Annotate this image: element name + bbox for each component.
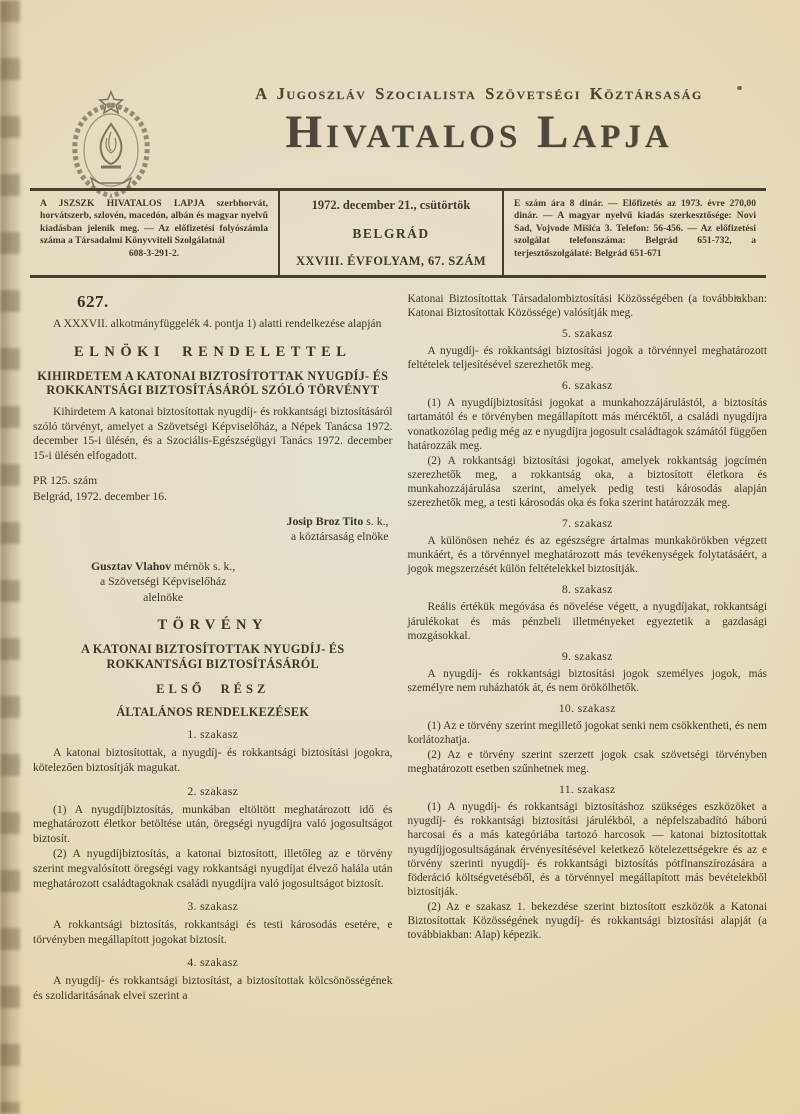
reference-line: PR 125. szám: [33, 473, 98, 487]
paragraph: A különösen nehéz és az egészségre ártalmas munkakörökben végzett munkáért, és a törvénnyel meghatározott más tevékenységek folytatásáért, a jogok megszerzését külön feltételekkel biztosítják.: [407, 535, 767, 576]
section-heading: 11. szakasz: [558, 782, 616, 797]
paragraph: (1) A nyugdíj- és rokkantsági biztosításhoz szükséges eszközöket a nyugdíj- és rokkantsági biztosítási járulékból, a népfelszabadító háború harcosai és a más kategóriába tartozó harcosok — katonai biztosítottak nyugdíjjogosultságának érvényesítésével keletkező kötelezettségekre és az e törvény szerinti nyugdíj- és rokkantsági biztosítás pótfinanszírozására a föderáció költségvetéséből, és a törvénnyel megállapított más bevételekből biztosítják.: [407, 801, 767, 898]
publisher-info-box: [30, 191, 280, 275]
section-heading: 8. szakasz: [561, 582, 613, 597]
paragraph: (2) Az e szakasz 1. bekezdése szerint biztosított eszközök a Katonai Biztosítottak Közösségének nyugdíj- és rokkantsági biztosítási alapját (a továbbiakban: Alap) képezik.: [407, 900, 767, 942]
price-contact-box: [504, 191, 766, 275]
signature-vice-president: Gusztav Vlahov mérnök s. k., a Szövetségi Képviselőház alelnöke: [91, 558, 236, 604]
binding-shadow: [0, 0, 20, 1114]
signatory-name: Josip Broz Tito: [286, 513, 364, 528]
volume-issue-number: XXVIII. ÉVFOLYAM, 67. SZÁM: [295, 254, 487, 268]
paragraph: (2) A nyugdíjbiztosítás, a katonai biztosított, illetőleg az e törvény szerint megvalósított öregségi vagy rokkantsági nyugdíjat élvező halála után meghatározott családtagoknak családi nyugdíjra való jogosultságot biztosít.: [33, 847, 393, 890]
yugoslav-coat-of-arms-icon: [58, 90, 164, 202]
publisher-info-text: A JSZSZK HIVATALOS LAPJA szerbhorvát, horvátszerb, szlovén, macedón, albán és magyar nyelvű kiadásban jelenik meg. — Az előfizetési folyószámla száma a Társadalmi Könyvviteli Szolgálatnál: [40, 198, 268, 246]
section-heading: 7. szakasz: [561, 516, 613, 531]
section-heading: 5. szakasz: [561, 326, 613, 341]
paragraph-continuation: Katonai Biztosítottak Társadalombiztosítási Közösségében (a továbbiakban: Katonai Biztosítottak Közössége) valósítják meg.: [407, 293, 767, 320]
paragraph: (1) A nyugdíjbiztosítás, munkában eltöltött meghatározott idő és meghatározott életkor betöltése után, öregségi nyugdíjra való jogosultságot biztosít.: [33, 802, 393, 845]
subscription-account-number: 608-3-291-2.: [128, 248, 180, 260]
issue-date: 1972. december 21., csütörtök: [311, 198, 471, 212]
paragraph: Reális értékük megóvása és növelése végett, a nyugdíjakat, rokkantsági járulékokat és más pénzbeli illetményeket egyeztetik a gazdasági mozgásokkal.: [407, 601, 767, 642]
section-heading: 2. szakasz: [187, 783, 239, 798]
masthead: [48, 84, 760, 204]
signature-president: Josip Broz Tito s. k., a köztársaság elnöke: [33, 514, 389, 545]
paragraph: A nyugdíj- és rokkantsági biztosítási jogok a törvénnyel meghatározott feltételek teljesítésével szerezhetők meg.: [407, 345, 767, 372]
bold-heading: KIHIRDETEM A KATONAI BIZTOSÍTOTTAK NYUGDÍJ- ÉS ROKKANTSÁGI BIZTOSÍTÁSÁRÓL SZÓLÓ TÖRVÉNYT: [37, 368, 389, 398]
part-heading: ELSŐ RÉSZ: [156, 681, 270, 696]
publication-city: BELGRÁD: [352, 225, 430, 241]
price-contact-text: E szám ára 8 dinár. — Előfizetés az 1973. évre 270,00 dinár. — A magyar nyelvű kiadás szerkesztősége: Novi Sad, Vojvode Mišića 3. Telefon: 56-456. — Az előfizetési szolgálat telefonszáma: Belgrád 651-732, a terjesztőszolgálaté: Belgrád 651-671: [514, 198, 756, 259]
paragraph: A nyugdíj- és rokkantsági biztosítást, a biztosítottak kölcsönösségének és szolidaritásának elvei szerint a: [33, 974, 393, 1002]
issue-date-box: [280, 191, 504, 275]
signatory-title: a Szövetségi Képviselőház: [99, 574, 227, 589]
signatory-name: Gusztav Vlahov: [91, 558, 172, 573]
signatory-title: a köztársaság elnöke: [290, 529, 389, 544]
section-heading: 6. szakasz: [561, 378, 613, 393]
paragraph: (1) Az e törvény szerint megillető jogokat senki nem csökkentheti, és nem korlátozhatja.: [407, 719, 767, 746]
paragraph: A katonai biztosítottak, a nyugdíj- és rokkantsági biztosítási jogokra, kötelezően biztosítják magukat.: [33, 746, 393, 775]
paragraph: A XXXVII. alkotmányfüggelék 4. pontja 1) alatti rendelkezése alapján: [53, 317, 382, 330]
column-right: [408, 292, 768, 1106]
section-heading: 4. szakasz: [187, 955, 239, 970]
reference-line: Belgrád, 1972. december 16.: [33, 490, 167, 504]
display-heading: ELNÖKI RENDELETTEL: [74, 343, 352, 360]
paragraph: (2) Az e törvény szerint szerzett jogok csak szövetségi törvényben meghatározott esetben szűnhetnek meg.: [407, 749, 767, 776]
article-body: [33, 292, 767, 1106]
gazette-title: Hivatalos Lapja: [285, 106, 673, 158]
section-heading: 3. szakasz: [187, 899, 239, 914]
paragraph: Kihirdetem A katonai biztosítottak nyugdíj- és rokkantsági biztosításáról szóló törvényt, amelyet a Szövetségi Képviselőház, a Népek Tanácsa 1972. december 15-i ülésén, és a Szociális-Egészségügyi Tanács 1972. december 15-i ülésén elfogadott.: [33, 405, 393, 462]
article-number: 627.: [77, 292, 109, 311]
paragraph: (1) A nyugdíjbiztosítási jogokat a munkahozzájárulástól, a biztosítás tartamától és e törvényben megállapított más mércéktől, a családi nyugdíjra vonatkozólag pedig még az e nyugdíjra jogosult családtagok számától függően határozzák meg.: [407, 397, 767, 452]
republic-name: A Jugoszláv Szocialista Szövetségi Köztársaság: [255, 84, 703, 103]
bold-heading: ÁLTALÁNOS RENDELKEZÉSEK: [116, 704, 310, 719]
issue-info-bar: [30, 188, 766, 278]
paragraph: (2) A rokkantsági biztosítási jogokat, amelyek rokkantság jogcímén szerezhetők meg, a rokkantság oka, a biztosított életkora és munkahozzájárulása szerint, amelyek pedig testi károsodás alapján szerezhetők meg, a testi károsodás oka és foka szerint határozzák meg.: [407, 454, 767, 510]
display-heading: TÖRVÉNY: [157, 617, 268, 634]
signatory-title: alelnöke: [143, 589, 184, 604]
section-heading: 9. szakasz: [561, 648, 613, 663]
column-left: [33, 292, 393, 1106]
section-heading: 1. szakasz: [187, 727, 239, 742]
paragraph: A rokkantsági biztosítás, rokkantsági és testi károsodás esetére, e törvényben megállapított jogokat biztosít.: [33, 918, 393, 946]
bold-heading: A KATONAI BIZTOSÍTOTTAK NYUGDÍJ- ÉS ROKKANTSÁGI BIZTOSÍTÁSÁRÓL: [81, 642, 345, 671]
paragraph: A nyugdíj- és rokkantsági biztosítási jogok személyes jogok, más személyre nem ruházhatók át, és nem örökölhetők.: [407, 667, 767, 694]
section-heading: 10. szakasz: [558, 700, 616, 715]
